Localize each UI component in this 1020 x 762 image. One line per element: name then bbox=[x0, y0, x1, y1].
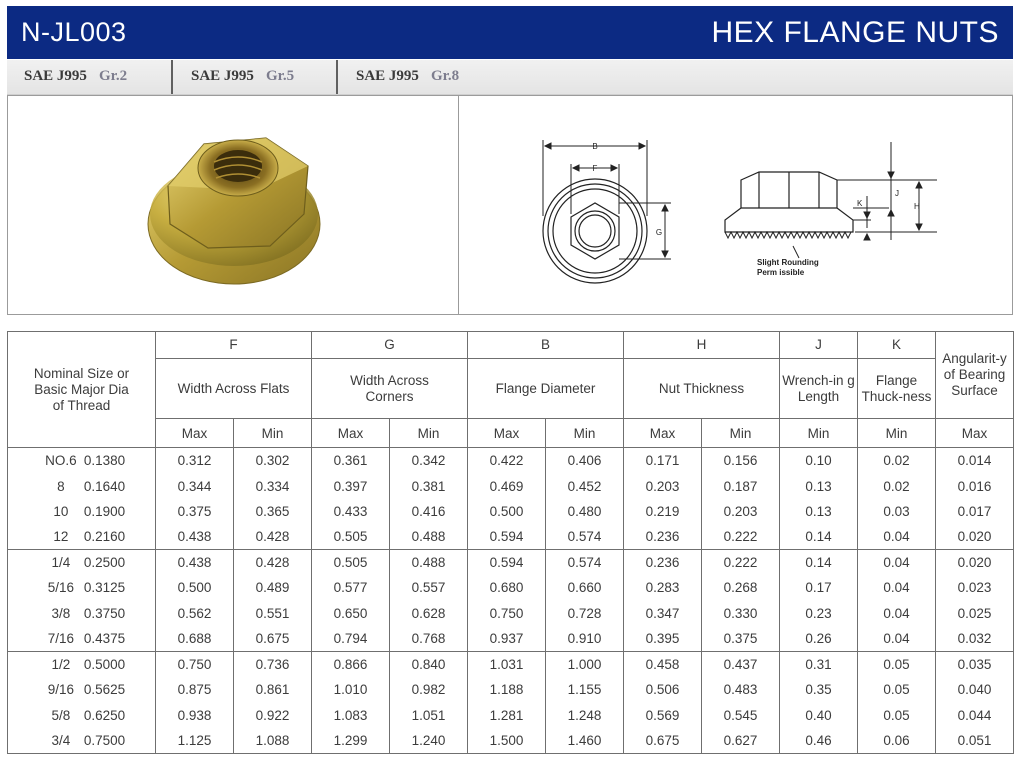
unit-cell: Max bbox=[624, 419, 702, 448]
size-decimal: 0.4375 bbox=[83, 631, 126, 647]
value-cell: 1.240 bbox=[390, 728, 468, 754]
value-cell: 0.334 bbox=[234, 473, 312, 498]
unit-cell: Min bbox=[234, 419, 312, 448]
value-cell: 0.750 bbox=[468, 601, 546, 626]
value-cell: 0.330 bbox=[702, 601, 780, 626]
value-cell: 0.040 bbox=[936, 677, 1014, 702]
table-row bbox=[8, 626, 1014, 651]
size-fraction: 3/8 bbox=[51, 605, 71, 621]
table-row bbox=[8, 524, 1014, 549]
value-cell: 0.910 bbox=[546, 626, 624, 651]
value-cell: 0.342 bbox=[390, 448, 468, 473]
col-name-flange-diameter: Flange Diameter bbox=[468, 358, 624, 419]
value-cell: 0.13 bbox=[780, 499, 858, 524]
value-cell: 0.406 bbox=[546, 448, 624, 473]
size-decimal: 0.7500 bbox=[83, 732, 126, 748]
size-fraction: 7/16 bbox=[47, 631, 74, 647]
size-fraction: 9/16 bbox=[47, 682, 74, 698]
value-cell: 0.381 bbox=[390, 473, 468, 498]
dim-label-g: G bbox=[655, 228, 663, 237]
value-cell: 0.35 bbox=[780, 677, 858, 702]
table-row bbox=[8, 473, 1014, 498]
value-cell: 0.675 bbox=[624, 728, 702, 754]
value-cell: 0.483 bbox=[702, 677, 780, 702]
value-cell: 0.06 bbox=[858, 728, 936, 754]
col-letter-g: G bbox=[312, 332, 468, 359]
size-fraction: NO.6 bbox=[45, 453, 77, 469]
value-cell: 0.04 bbox=[858, 601, 936, 626]
value-cell: 0.23 bbox=[780, 601, 858, 626]
nominal-size-cell bbox=[8, 575, 156, 600]
product-code: N-JL003 bbox=[21, 17, 127, 47]
nut-photo bbox=[8, 96, 458, 314]
size-decimal: 0.2500 bbox=[83, 555, 126, 571]
value-cell: 0.875 bbox=[156, 677, 234, 702]
value-cell: 0.020 bbox=[936, 524, 1014, 549]
value-cell: 0.04 bbox=[858, 575, 936, 600]
size-decimal: 0.6250 bbox=[83, 707, 126, 723]
size-fraction: 10 bbox=[53, 503, 69, 519]
value-cell: 0.433 bbox=[312, 499, 390, 524]
value-cell: 1.281 bbox=[468, 702, 546, 727]
unit-cell: Min bbox=[780, 419, 858, 448]
image-panel bbox=[7, 95, 1013, 315]
grade-standard: SAE J995 bbox=[191, 68, 254, 84]
grade-label: Gr.8 bbox=[430, 68, 460, 84]
table-row bbox=[8, 652, 1014, 677]
unit-cell: Max bbox=[936, 419, 1014, 448]
col-letter-k: K bbox=[858, 332, 936, 359]
value-cell: 0.416 bbox=[390, 499, 468, 524]
value-cell: 0.574 bbox=[546, 524, 624, 549]
value-cell: 0.688 bbox=[156, 626, 234, 651]
dim-label-b: B bbox=[592, 142, 598, 151]
grade-label: Gr.5 bbox=[265, 68, 295, 84]
grade-item bbox=[191, 68, 294, 85]
col-name-width-flats: Width Across Flats bbox=[156, 358, 312, 419]
unit-cell: Max bbox=[468, 419, 546, 448]
value-cell: 0.488 bbox=[390, 550, 468, 575]
value-cell: 0.14 bbox=[780, 550, 858, 575]
value-cell: 0.577 bbox=[312, 575, 390, 600]
nominal-size-cell bbox=[8, 702, 156, 727]
size-fraction: 1/2 bbox=[51, 657, 71, 673]
unit-cell: Min bbox=[702, 419, 780, 448]
value-cell: 0.312 bbox=[156, 448, 234, 473]
value-cell: 0.428 bbox=[234, 524, 312, 549]
table-row bbox=[8, 550, 1014, 575]
value-cell: 0.236 bbox=[624, 524, 702, 549]
value-cell: 1.299 bbox=[312, 728, 390, 754]
value-cell: 0.438 bbox=[156, 550, 234, 575]
col-letter-f: F bbox=[156, 332, 312, 359]
value-cell: 0.428 bbox=[234, 550, 312, 575]
dim-label-j: J bbox=[895, 189, 899, 198]
value-cell: 0.032 bbox=[936, 626, 1014, 651]
dimension-drawing bbox=[459, 96, 1013, 314]
table-row bbox=[8, 448, 1014, 473]
nominal-size-cell bbox=[8, 473, 156, 498]
size-decimal: 0.3125 bbox=[83, 580, 126, 596]
value-cell: 0.937 bbox=[468, 626, 546, 651]
value-cell: 0.203 bbox=[624, 473, 702, 498]
nominal-size-cell bbox=[8, 499, 156, 524]
value-cell: 0.922 bbox=[234, 702, 312, 727]
nominal-size-cell bbox=[8, 550, 156, 575]
grade-strip bbox=[7, 60, 1013, 95]
value-cell: 0.938 bbox=[156, 702, 234, 727]
unit-cell: Max bbox=[312, 419, 390, 448]
value-cell: 0.26 bbox=[780, 626, 858, 651]
nominal-size-cell bbox=[8, 448, 156, 473]
table-row bbox=[8, 702, 1014, 727]
value-cell: 1.248 bbox=[546, 702, 624, 727]
value-cell: 0.545 bbox=[702, 702, 780, 727]
size-fraction: 1/4 bbox=[51, 555, 71, 571]
value-cell: 0.488 bbox=[390, 524, 468, 549]
size-decimal: 0.5625 bbox=[83, 682, 126, 698]
value-cell: 0.438 bbox=[156, 524, 234, 549]
header-row-units bbox=[8, 419, 1014, 448]
col-letter-j: J bbox=[780, 332, 858, 359]
value-cell: 0.452 bbox=[546, 473, 624, 498]
value-cell: 1.088 bbox=[234, 728, 312, 754]
unit-cell: Min bbox=[858, 419, 936, 448]
value-cell: 1.010 bbox=[312, 677, 390, 702]
value-cell: 0.422 bbox=[468, 448, 546, 473]
value-cell: 0.40 bbox=[780, 702, 858, 727]
value-cell: 0.469 bbox=[468, 473, 546, 498]
unit-cell: Min bbox=[546, 419, 624, 448]
value-cell: 0.187 bbox=[702, 473, 780, 498]
grade-label: Gr.2 bbox=[98, 68, 128, 84]
value-cell: 0.375 bbox=[702, 626, 780, 651]
value-cell: 0.04 bbox=[858, 626, 936, 651]
value-cell: 0.051 bbox=[936, 728, 1014, 754]
value-cell: 0.365 bbox=[234, 499, 312, 524]
unit-cell: Max bbox=[156, 419, 234, 448]
value-cell: 0.02 bbox=[858, 473, 936, 498]
value-cell: 0.344 bbox=[156, 473, 234, 498]
value-cell: 0.268 bbox=[702, 575, 780, 600]
value-cell: 0.46 bbox=[780, 728, 858, 754]
value-cell: 0.10 bbox=[780, 448, 858, 473]
value-cell: 0.458 bbox=[624, 652, 702, 677]
value-cell: 0.861 bbox=[234, 677, 312, 702]
value-cell: 1.188 bbox=[468, 677, 546, 702]
header-row-letters bbox=[8, 332, 1014, 359]
size-decimal: 0.1900 bbox=[83, 503, 126, 519]
value-cell: 0.05 bbox=[858, 652, 936, 677]
value-cell: 0.594 bbox=[468, 550, 546, 575]
table-row bbox=[8, 601, 1014, 626]
drawing-note: Perm issible bbox=[757, 268, 805, 277]
value-cell: 1.155 bbox=[546, 677, 624, 702]
value-cell: 1.000 bbox=[546, 652, 624, 677]
col-name-flange-thickness: Flange Thuck-ness bbox=[858, 358, 936, 419]
value-cell: 0.627 bbox=[702, 728, 780, 754]
value-cell: 0.04 bbox=[858, 524, 936, 549]
value-cell: 0.283 bbox=[624, 575, 702, 600]
col-name-nut-thickness: Nut Thickness bbox=[624, 358, 780, 419]
grade-divider bbox=[171, 60, 173, 94]
value-cell: 0.660 bbox=[546, 575, 624, 600]
size-decimal: 0.5000 bbox=[83, 657, 126, 673]
value-cell: 0.506 bbox=[624, 677, 702, 702]
col-letter-h: H bbox=[624, 332, 780, 359]
value-cell: 0.219 bbox=[624, 499, 702, 524]
col-name-wrenching-length: Wrench-in g Length bbox=[780, 358, 858, 419]
value-cell: 0.557 bbox=[390, 575, 468, 600]
value-cell: 0.650 bbox=[312, 601, 390, 626]
drawing-note: Slight Rounding bbox=[757, 258, 819, 267]
value-cell: 0.302 bbox=[234, 448, 312, 473]
size-fraction: 3/4 bbox=[51, 732, 71, 748]
size-decimal: 0.3750 bbox=[83, 605, 126, 621]
value-cell: 0.035 bbox=[936, 652, 1014, 677]
value-cell: 0.750 bbox=[156, 652, 234, 677]
value-cell: 0.023 bbox=[936, 575, 1014, 600]
value-cell: 0.020 bbox=[936, 550, 1014, 575]
value-cell: 1.031 bbox=[468, 652, 546, 677]
value-cell: 0.171 bbox=[624, 448, 702, 473]
value-cell: 0.05 bbox=[858, 677, 936, 702]
value-cell: 0.31 bbox=[780, 652, 858, 677]
nominal-size-cell bbox=[8, 626, 156, 651]
grade-divider bbox=[336, 60, 338, 94]
value-cell: 0.375 bbox=[156, 499, 234, 524]
grade-item bbox=[356, 68, 459, 85]
value-cell: 0.203 bbox=[702, 499, 780, 524]
dim-label-k: K bbox=[857, 199, 863, 208]
value-cell: 1.125 bbox=[156, 728, 234, 754]
value-cell: 0.574 bbox=[546, 550, 624, 575]
value-cell: 0.05 bbox=[858, 702, 936, 727]
value-cell: 0.680 bbox=[468, 575, 546, 600]
spec-table bbox=[7, 331, 1014, 754]
value-cell: 0.840 bbox=[390, 652, 468, 677]
nominal-size-cell bbox=[8, 677, 156, 702]
value-cell: 0.562 bbox=[156, 601, 234, 626]
grade-standard: SAE J995 bbox=[356, 68, 419, 84]
value-cell: 1.500 bbox=[468, 728, 546, 754]
value-cell: 0.505 bbox=[312, 524, 390, 549]
value-cell: 0.236 bbox=[624, 550, 702, 575]
unit-cell: Min bbox=[390, 419, 468, 448]
grade-standard: SAE J995 bbox=[24, 68, 87, 84]
value-cell: 0.347 bbox=[624, 601, 702, 626]
value-cell: 0.02 bbox=[858, 448, 936, 473]
size-decimal: 0.1640 bbox=[83, 478, 126, 494]
value-cell: 0.675 bbox=[234, 626, 312, 651]
table-row bbox=[8, 575, 1014, 600]
size-header: Nominal Size or Basic Major Dia of Thread bbox=[8, 332, 156, 448]
size-decimal: 0.1380 bbox=[83, 453, 126, 469]
value-cell: 0.016 bbox=[936, 473, 1014, 498]
dim-label-h: H bbox=[914, 202, 920, 211]
value-cell: 0.017 bbox=[936, 499, 1014, 524]
value-cell: 0.594 bbox=[468, 524, 546, 549]
value-cell: 0.13 bbox=[780, 473, 858, 498]
value-cell: 0.736 bbox=[234, 652, 312, 677]
value-cell: 0.569 bbox=[624, 702, 702, 727]
panel-divider bbox=[458, 96, 459, 314]
value-cell: 1.460 bbox=[546, 728, 624, 754]
value-cell: 1.051 bbox=[390, 702, 468, 727]
nominal-size-cell bbox=[8, 601, 156, 626]
grade-item bbox=[24, 68, 127, 85]
table-row bbox=[8, 728, 1014, 754]
value-cell: 0.866 bbox=[312, 652, 390, 677]
value-cell: 0.500 bbox=[156, 575, 234, 600]
col-name-width-corners: Width Across Corners bbox=[312, 358, 468, 419]
value-cell: 0.500 bbox=[468, 499, 546, 524]
value-cell: 0.156 bbox=[702, 448, 780, 473]
size-decimal: 0.2160 bbox=[83, 529, 126, 545]
size-fraction: 5/16 bbox=[47, 580, 74, 596]
value-cell: 0.395 bbox=[624, 626, 702, 651]
value-cell: 0.025 bbox=[936, 601, 1014, 626]
value-cell: 0.044 bbox=[936, 702, 1014, 727]
value-cell: 0.14 bbox=[780, 524, 858, 549]
value-cell: 0.397 bbox=[312, 473, 390, 498]
table-row bbox=[8, 677, 1014, 702]
page-title: HEX FLANGE NUTS bbox=[711, 16, 999, 49]
size-fraction: 12 bbox=[53, 529, 69, 545]
dim-label-f: F bbox=[592, 164, 598, 173]
header-row-names bbox=[8, 358, 1014, 419]
value-cell: 0.489 bbox=[234, 575, 312, 600]
value-cell: 0.551 bbox=[234, 601, 312, 626]
value-cell: 0.04 bbox=[858, 550, 936, 575]
nominal-size-cell bbox=[8, 728, 156, 754]
col-name-angularity: Angularit-y of Bearing Surface bbox=[936, 332, 1014, 419]
col-letter-b: B bbox=[468, 332, 624, 359]
value-cell: 0.768 bbox=[390, 626, 468, 651]
value-cell: 0.505 bbox=[312, 550, 390, 575]
header-bar bbox=[7, 6, 1013, 59]
value-cell: 0.628 bbox=[390, 601, 468, 626]
value-cell: 0.361 bbox=[312, 448, 390, 473]
size-fraction: 5/8 bbox=[51, 707, 71, 723]
size-fraction: 8 bbox=[57, 478, 65, 494]
value-cell: 0.014 bbox=[936, 448, 1014, 473]
nominal-size-cell bbox=[8, 524, 156, 549]
value-cell: 0.794 bbox=[312, 626, 390, 651]
value-cell: 0.728 bbox=[546, 601, 624, 626]
value-cell: 1.083 bbox=[312, 702, 390, 727]
nominal-size-cell bbox=[8, 652, 156, 677]
value-cell: 0.222 bbox=[702, 524, 780, 549]
value-cell: 0.982 bbox=[390, 677, 468, 702]
value-cell: 0.480 bbox=[546, 499, 624, 524]
value-cell: 0.437 bbox=[702, 652, 780, 677]
value-cell: 0.03 bbox=[858, 499, 936, 524]
value-cell: 0.222 bbox=[702, 550, 780, 575]
value-cell: 0.17 bbox=[780, 575, 858, 600]
table-row bbox=[8, 499, 1014, 524]
